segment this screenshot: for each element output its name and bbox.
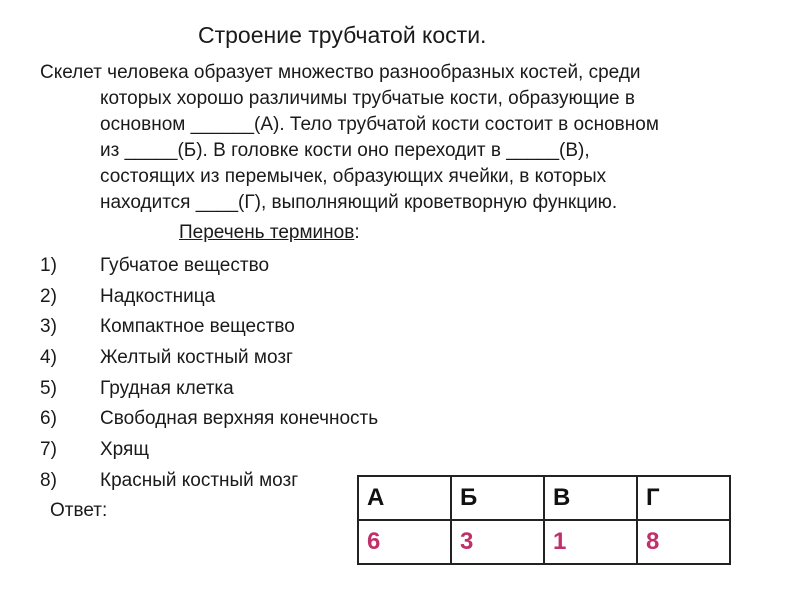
term-label: Свободная верхняя конечность xyxy=(100,408,379,430)
term-number: 1) xyxy=(40,255,57,276)
term-number: 5) xyxy=(40,377,57,399)
answer-header-cell: А xyxy=(358,476,451,520)
term-label: Красный костный мозг xyxy=(100,469,299,491)
answer-header-cell: В xyxy=(544,476,637,520)
term-label: Компактное вещество xyxy=(100,316,295,338)
term-label: Надкостница xyxy=(100,285,216,307)
terms-heading-suffix: : xyxy=(354,222,360,243)
term-number: 7) xyxy=(40,439,57,461)
paragraph-line: находится ____(Г), выполняющий кроветворную функцию. xyxy=(100,192,618,213)
terms-heading xyxy=(179,222,360,244)
answer-value-cell: 1 xyxy=(544,520,637,564)
term-number: 8) xyxy=(40,469,57,491)
term-label: Губчатое вещество xyxy=(100,255,270,276)
terms-heading-label: Перечень терминов xyxy=(179,222,355,243)
answer-header-row xyxy=(358,476,730,520)
paragraph-line: которых хорошо различимы трубчатые кости, образующие в xyxy=(100,88,635,109)
term-number: 6) xyxy=(40,408,57,430)
task-paragraph xyxy=(40,60,760,216)
paragraph-line: основном ______(А). Тело трубчатой кости состоит в основном xyxy=(100,114,659,135)
term-label: Желтый костный мозг xyxy=(100,347,293,369)
term-number: 2) xyxy=(40,285,57,307)
answer-label: Ответ: xyxy=(50,500,108,521)
answer-table xyxy=(357,475,731,565)
term-label: Хрящ xyxy=(100,439,149,461)
answer-header-cell: Г xyxy=(637,476,730,520)
paragraph-line: из _____(Б). В головке кости оно переходит в _____(В), xyxy=(100,140,590,161)
answer-value-cell: 6 xyxy=(358,520,451,564)
answer-value-row xyxy=(358,520,730,564)
term-number: 4) xyxy=(40,347,57,369)
answer-header-cell: Б xyxy=(451,476,544,520)
answer-value-cell: 3 xyxy=(451,520,544,564)
page-title: Строение трубчатой кости. xyxy=(198,22,487,48)
term-label: Грудная клетка xyxy=(100,377,234,399)
paragraph-line: состоящих из перемычек, образующих ячейки, в которых xyxy=(100,166,607,187)
paragraph-line: Скелет человека образует множество разнообразных костей, среди xyxy=(40,62,641,83)
term-number: 3) xyxy=(40,316,57,338)
answer-value-cell: 8 xyxy=(637,520,730,564)
